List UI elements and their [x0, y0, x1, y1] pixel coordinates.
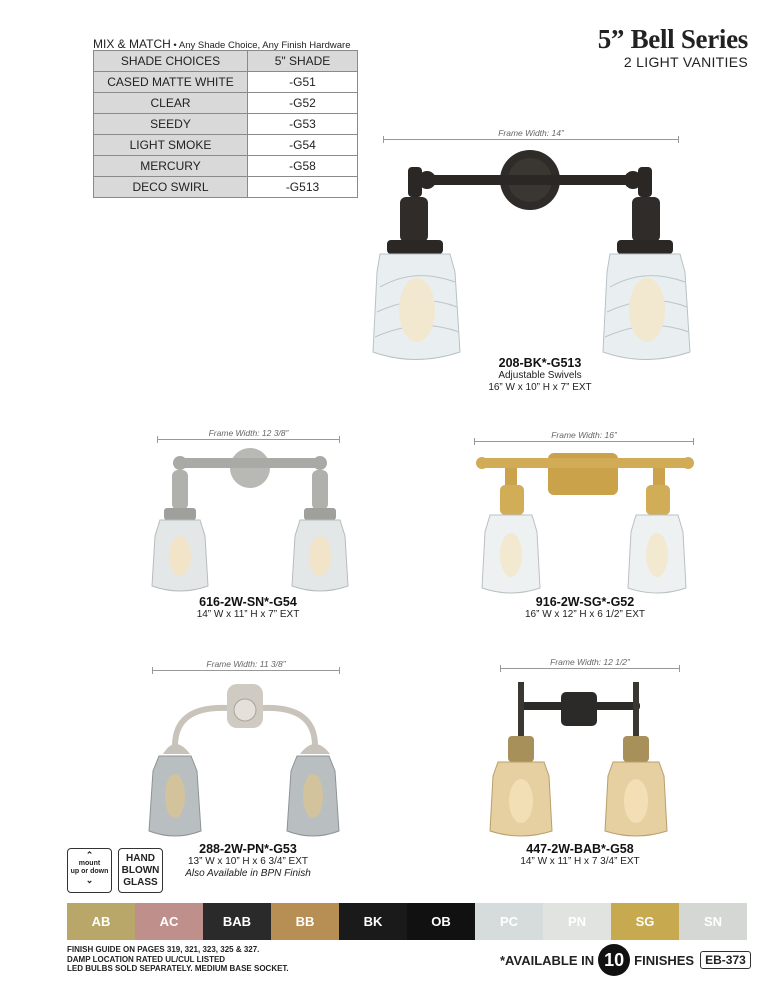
- note-line: DAMP LOCATION RATED UL/CUL LISTED: [67, 954, 226, 964]
- table-row: [94, 93, 358, 114]
- finish-swatch-sn: SN: [679, 903, 747, 940]
- table-row: [94, 156, 358, 177]
- finish-swatch-sg: SG: [611, 903, 679, 940]
- availability-suffix: FINISHES: [634, 952, 695, 968]
- fixture-image-616: [150, 446, 350, 594]
- product-feature: Adjustable Swivels: [498, 370, 582, 381]
- shade-choices-table: [93, 50, 358, 198]
- fixture-image-916: [470, 450, 700, 595]
- shade-name: SEEDY: [94, 114, 248, 135]
- frame-width-text: Frame Width: 12 1/2”: [550, 657, 630, 667]
- frame-width-text: Frame Width: 16”: [551, 430, 617, 440]
- mix-match-title: MIX & MATCH: [93, 37, 171, 51]
- fixture-image-447: [478, 676, 678, 842]
- frame-width-label: [157, 428, 340, 438]
- shade-code: -G51: [248, 72, 358, 93]
- table-row: [94, 72, 358, 93]
- shade-code: -G513: [248, 177, 358, 198]
- product-sku: 447-2W-BAB*-G58: [526, 842, 634, 856]
- product-dimensions: 16” W x 10” H x 7” EXT: [488, 382, 592, 393]
- frame-width-text: Frame Width: 14”: [498, 128, 564, 138]
- glass-label-3: GLASS: [123, 877, 158, 888]
- product-dimensions: 14” W x 11” H x 7 3/4” EXT: [520, 856, 640, 867]
- shade-name: CASED MATTE WHITE: [94, 72, 248, 93]
- table-header-cell: SHADE CHOICES: [94, 51, 248, 72]
- product-dimensions: 13” W x 10” H x 6 3/4” EXT: [187, 856, 309, 867]
- product-sku: 208-BK*-G513: [498, 356, 582, 370]
- chevron-down-icon: ⌄: [85, 875, 94, 885]
- fixture-image-288: [145, 676, 345, 842]
- product-availability-note: Also Available in BPN Finish: [185, 868, 311, 879]
- note-line: LED BULBS SOLD SEPARATELY. MEDIUM BASE SOCKET.: [67, 964, 289, 973]
- product-dimensions: 14” W x 11” H x 7” EXT: [196, 609, 300, 620]
- glass-label-2: BLOWN: [121, 865, 160, 876]
- finish-count: 10: [598, 944, 630, 976]
- product-sku: 616-2W-SN*-G54: [199, 595, 297, 609]
- finish-swatch-pn: PN: [543, 903, 611, 940]
- frame-width-label: [383, 128, 679, 138]
- finish-swatch-ob: OB: [407, 903, 475, 940]
- finish-swatch-bab: BAB: [203, 903, 271, 940]
- series-title: 5” Bell Series: [597, 24, 748, 54]
- finish-swatch-ab: AB: [67, 903, 135, 940]
- finish-swatch-ac: AC: [135, 903, 203, 940]
- product-caption-288: [148, 842, 348, 880]
- frame-width-label: [152, 659, 340, 669]
- mix-match-note: • Any Shade Choice, Any Finish Hardware: [170, 40, 351, 51]
- mount-label-2: up or down: [70, 868, 109, 875]
- finish-swatches: [67, 903, 747, 940]
- shade-code: -G52: [248, 93, 358, 114]
- series-subtitle: 2 LIGHT VANITIES: [623, 54, 748, 70]
- availability-prefix: *AVAILABLE IN: [500, 952, 595, 968]
- table-row: [94, 114, 358, 135]
- finish-swatch-bb: BB: [271, 903, 339, 940]
- fixture-image-208: [365, 142, 695, 367]
- shade-name: CLEAR: [94, 93, 248, 114]
- product-caption-616: [148, 595, 348, 621]
- frame-width-text: Frame Width: 11 3/8”: [206, 659, 286, 669]
- finish-swatch-pc: PC: [475, 903, 543, 940]
- mix-match-heading: [93, 37, 350, 51]
- mount-badge: [67, 848, 112, 893]
- shade-code: -G54: [248, 135, 358, 156]
- footer-notes: [67, 945, 289, 974]
- product-dimensions: 16” W x 12” H x 6 1/2” EXT: [524, 609, 646, 620]
- product-caption-916: [485, 595, 685, 621]
- table-header-row: [94, 51, 358, 72]
- product-sku: 288-2W-PN*-G53: [199, 842, 297, 856]
- product-caption-208: [440, 356, 640, 394]
- page-code: EB-373: [700, 951, 751, 969]
- shade-name: DECO SWIRL: [94, 177, 248, 198]
- shade-name: LIGHT SMOKE: [94, 135, 248, 156]
- glass-label-1: HAND: [126, 853, 155, 864]
- frame-width-text: Frame Width: 12 3/8”: [208, 428, 289, 438]
- shade-code: -G58: [248, 156, 358, 177]
- table-row: [94, 135, 358, 156]
- availability-banner: [500, 944, 751, 976]
- finish-swatch-bk: BK: [339, 903, 407, 940]
- shade-name: MERCURY: [94, 156, 248, 177]
- note-line: FINISH GUIDE ON PAGES 319, 321, 323, 325 & 327.: [67, 945, 260, 954]
- product-sku: 916-2W-SG*-G52: [535, 595, 635, 609]
- chevron-up-icon: ⌃: [85, 850, 94, 860]
- table-header-cell: 5" SHADE: [248, 51, 358, 72]
- frame-width-label: [500, 657, 680, 667]
- table-row: [94, 177, 358, 198]
- shade-code: -G53: [248, 114, 358, 135]
- product-caption-447: [480, 842, 680, 868]
- hand-blown-glass-badge: [118, 848, 163, 893]
- mount-label: mount: [78, 860, 101, 867]
- frame-width-label: [474, 430, 694, 440]
